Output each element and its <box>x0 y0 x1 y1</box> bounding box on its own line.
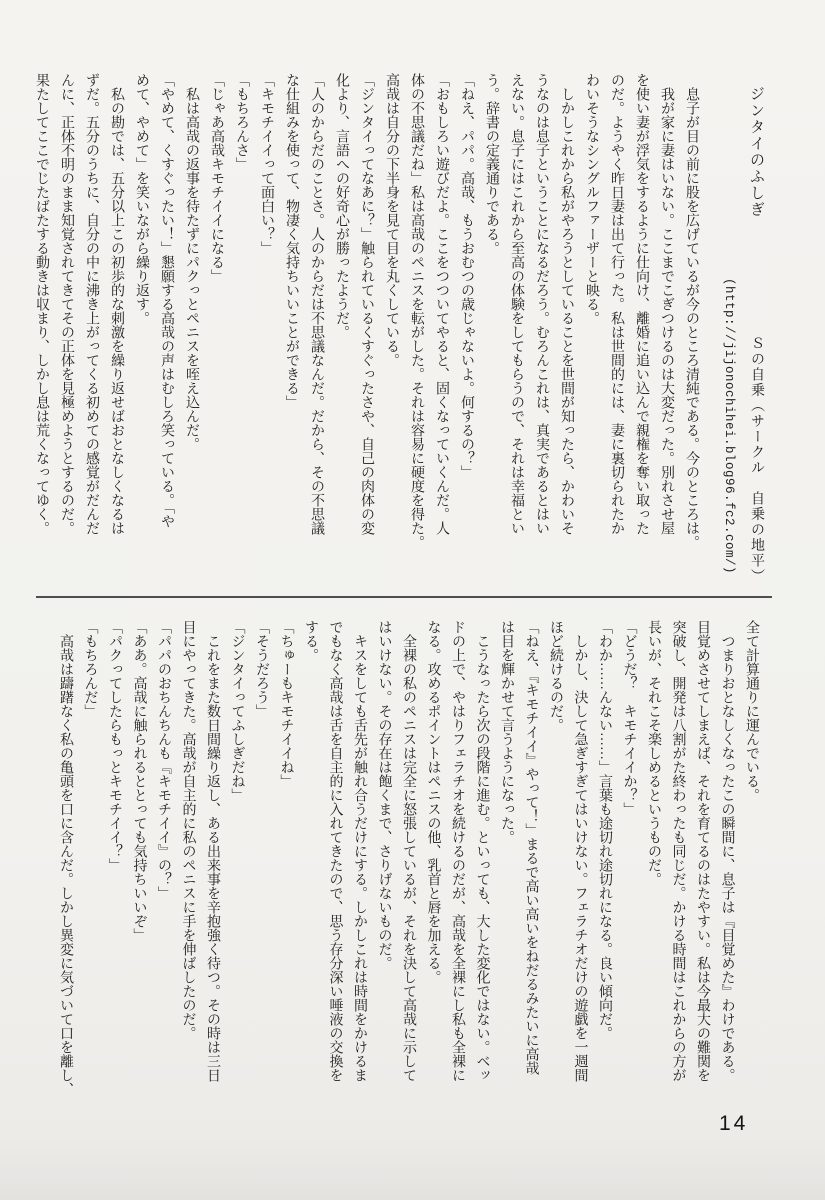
text-line: 「どうだ？ キモチイイか？」 <box>621 620 637 816</box>
text-line: 「ジンタイってふしぎだね」 <box>229 620 245 802</box>
text-line: 高哉は躊躇なく私の亀頭を口に含んだ。しかし異変に気づいて口を離し、 <box>58 620 73 1096</box>
text-line: 「もちろんだ」 <box>82 620 98 718</box>
section-divider <box>36 596 772 598</box>
text-line: 化より、言語への好奇心が勝ったようだ。 <box>334 73 349 339</box>
text-line: キスをしても舌先が触れ合うだけにする。しかしこれは時間をかけるま <box>352 620 367 1082</box>
text-line: 「やめて、くすぐったい！」懇願する高哉の声はむしろ笑っている。「や <box>159 73 174 528</box>
text-line: 果たしてここでじたばたする動きは収まり、しかし息は荒くなってゆく。 <box>34 73 49 535</box>
text-line: 全て計算通りに運んでいる。 <box>744 620 759 802</box>
text-line: 「ああ。高哉に触られるととっても気持ちいいぞ」 <box>131 620 147 942</box>
text-line: 目覚めさせてしまえば、それを育てるのはたやすい。私は今最大の難関を <box>695 620 710 1082</box>
text-line: えない。息子にはこれから至高の体験をしてもらうので、それは幸福とい <box>509 73 524 535</box>
text-line: ほど続けるのだ。 <box>548 620 563 732</box>
text-line: こうなったら次の段階に進む。といっても、大した変化ではない。ベッ <box>474 620 490 1082</box>
text-line: は目を輝かせて言うようになった。 <box>499 620 514 844</box>
text-line: ドの上で、やはりフェラチオを続けるのだが、高哉を全裸にし私も全裸に <box>450 620 465 1082</box>
text-line: 「ちゅーもキモチイイね」 <box>278 620 294 788</box>
text-line: 突破し、開発は八割がた終わったも同じだ。かける時間はこれからの方が <box>670 620 686 1082</box>
text-line: うなのは息子ということになるだろう。むろんこれは、真実であるとはい <box>534 73 549 535</box>
text-line: 「ジンタイってなあに？」触られているくすぐったさや、自己の肉体の変 <box>359 73 374 535</box>
text-line: つまりおとなしくなったこの瞬間に、息子は『目覚めた』わけである。 <box>719 620 735 1082</box>
text-line: 「おもしろい遊びだよ。ここをつついてやると、固くなっていくんだ。人 <box>434 73 449 535</box>
text-line: めて、やめて」を笑いながら繰り返す。 <box>134 73 149 325</box>
text-line: を使い妻が浮気をするように仕向け、離婚に追い込んで親権を奪い取った <box>634 73 649 535</box>
text-line: 目にやってきた。高哉が自主的に私のペニスに手を伸ばしたのだ。 <box>180 620 196 1040</box>
text-line: 我が家に妻はいない。ここまでこぎつけるのは大変だった。別れさせ屋 <box>659 73 674 535</box>
text-line: 「パパのおちんちんも『キモチイイ』の？」 <box>156 620 171 900</box>
text-line: 「人のからだのことさ。人のからだは不思議なんだ。だから、その不思議 <box>309 73 324 535</box>
text-line: 「ねえ、『キモチイイ』やって！」まるで高い高いをねだるみたいに高哉 <box>523 620 539 1075</box>
text-line: 「そうだろう」 <box>254 620 269 718</box>
text-line: 高哉は自分の下半身を見て目を丸くしている。 <box>384 73 399 367</box>
text-line: 「わか……んない……」言葉も途切れ途切れになる。良い傾向だ。 <box>597 620 612 1040</box>
text-line: しかし、決して急ぎすぎてはいけない。フェラチオだけの遊戯を一週間 <box>572 620 588 1082</box>
text-line: これをまた数日間繰り返し、ある出来事を辛抱強く待つ。その時は三日 <box>205 620 220 1082</box>
text-line: な仕組みを使って、物凄く気持ちいいことができる」 <box>284 73 299 409</box>
text-line: 「もちろんさ」 <box>234 73 249 171</box>
text-line: わいそうなシングルファーザーと映る。 <box>584 73 599 325</box>
text-line: 長いが、それこそ楽しめるというものだ。 <box>646 620 661 886</box>
top-text-block <box>28 73 704 591</box>
text-line: 「ねえ、パパ。高哉、もうおむつの歳じゃないよ。何するの？」 <box>459 73 474 479</box>
text-line: 全裸の私のペニスは完全に怒張しているが、それを決して高哉に示して <box>401 620 416 1082</box>
title-column <box>746 86 767 606</box>
text-line: 「じゃあ高哉キモチイイになる」 <box>209 73 224 283</box>
text-line: 「キモチイイって面白い？」 <box>259 73 274 255</box>
text-line: 私の勘では、五分以上この初歩的な刺激を繰り返せばおとなしくなるは <box>109 73 124 535</box>
text-line: 息子が目の前に股を広げているが今のところ清純である。今のところは。 <box>684 73 699 549</box>
text-line: う。辞書の定義通りである。 <box>484 73 499 255</box>
text-line: する。 <box>303 620 318 662</box>
site-url: (http://jijonochihei.blog96.fc2.com/) <box>722 278 736 575</box>
text-line: ずだ。五分のうちに、自分の中に沸き上がってくる初めての感覚がだんだ <box>84 73 99 535</box>
author-credit: Ｓの自乗（サークル 自乗の地平） <box>749 336 764 584</box>
text-line: 「パクってしたらもっとキモチイイ？」 <box>107 620 122 872</box>
text-line: 私は高哉の返事を待たずにパクっとペニスを咥え込んだ。 <box>184 73 199 451</box>
text-line: のだ。ようやく昨日妻は出て行った。私は世間的には、妻に裏切られたか <box>609 73 624 535</box>
text-line: しかしこれから私がやろうとしていることを世間が知ったら、かわいそ <box>559 73 574 535</box>
text-line: はいけない。その存在は飽くまで、さりげないものだ。 <box>376 620 392 970</box>
text-line: でもなく高哉は舌を自主的に入れてきたので、思う存分深い唾液の交換を <box>327 620 343 1082</box>
text-line: なる。攻めるポイントはペニスの他、乳首と唇を加える。 <box>425 620 441 984</box>
text-line: 体の不思議だね」私は高哉のペニスを転がした。それは容易に硬度を得た。 <box>409 73 424 549</box>
text-line: んに、正体不明のまま知覚されてきてその正体を見極めようとするのだ。 <box>59 73 74 535</box>
bottom-text-block <box>51 620 763 1150</box>
page-title: ジンタイのふしぎ <box>748 86 764 218</box>
page-number: 14 <box>719 1112 749 1135</box>
